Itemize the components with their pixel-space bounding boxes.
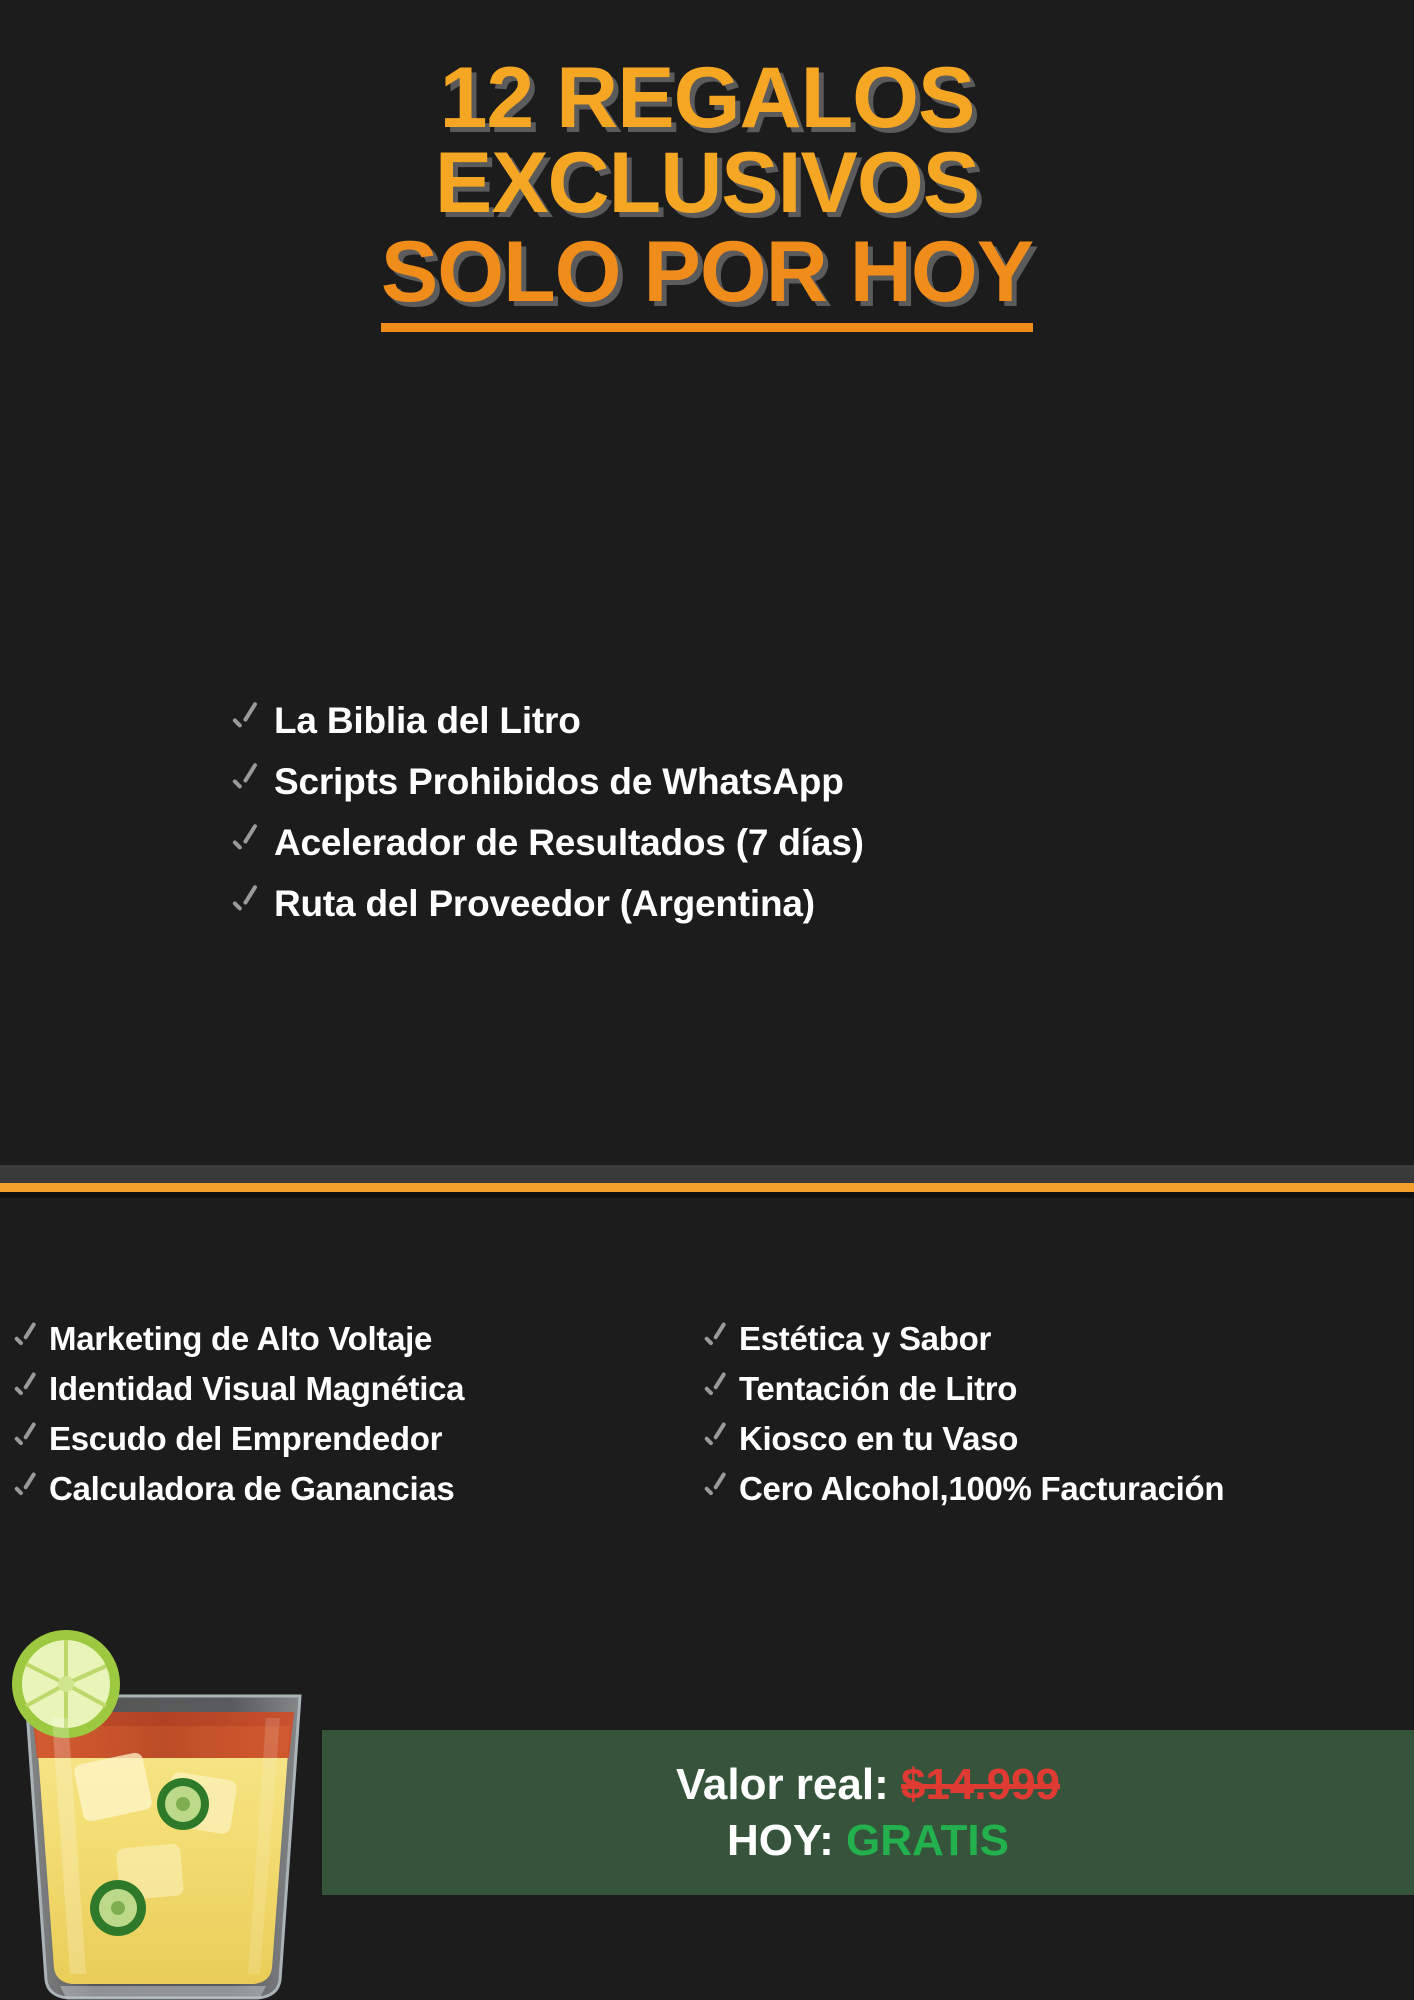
divider-orange: [0, 1183, 1414, 1192]
check-icon: [10, 1374, 40, 1404]
bonus-column-right: [700, 1320, 1390, 1520]
headline-block: [0, 50, 1414, 332]
check-icon: [10, 1474, 40, 1504]
top-bonus-label: Acelerador de Resultados (7 días): [274, 822, 864, 863]
list-item: [700, 1370, 1390, 1408]
check-icon: [228, 826, 262, 860]
bonus-columns: [10, 1320, 1414, 1520]
top-bonus-label: Ruta del Proveedor (Argentina): [274, 883, 815, 924]
real-value-row: [676, 1760, 1060, 1810]
divider-grey: [0, 1165, 1414, 1183]
headline-line-1: 12 REGALOS: [439, 50, 975, 146]
today-value: GRATIS: [846, 1815, 1009, 1865]
bonus-column-left: [10, 1320, 700, 1520]
check-icon: [700, 1374, 730, 1404]
today-value-row: [727, 1816, 1009, 1866]
bonus-label: Marketing de Alto Voltaje: [49, 1320, 433, 1357]
list-item: [10, 1320, 700, 1358]
check-icon: [700, 1424, 730, 1454]
bonus-label: Tentación de Litro: [739, 1370, 1018, 1407]
today-label: HOY:: [727, 1815, 834, 1865]
list-item: [228, 761, 1228, 803]
list-item: [228, 700, 1228, 742]
bonus-label: Kiosco en tu Vaso: [739, 1420, 1019, 1457]
bonus-label: Cero Alcohol,100% Facturación: [739, 1470, 1225, 1507]
list-item: [228, 822, 1228, 864]
check-icon: [10, 1424, 40, 1454]
list-item: [10, 1370, 700, 1408]
list-item: [10, 1470, 700, 1508]
bonus-label: Estética y Sabor: [739, 1320, 991, 1357]
divider-shadow: [0, 1192, 1414, 1198]
bonus-label: Calculadora de Ganancias: [49, 1470, 455, 1507]
check-icon: [228, 704, 262, 738]
check-icon: [228, 765, 262, 799]
real-value-amount: $14.999: [900, 1759, 1061, 1809]
headline-line-2: EXCLUSIVOS: [434, 135, 980, 232]
price-banner: [322, 1730, 1414, 1895]
list-item: [700, 1420, 1390, 1458]
bonus-label: Escudo del Emprendedor: [49, 1420, 443, 1457]
check-icon: [228, 887, 262, 921]
list-item: [228, 883, 1228, 925]
cocktail-glass-image: [8, 1608, 318, 2000]
list-item: [700, 1470, 1390, 1508]
check-icon: [700, 1324, 730, 1354]
top-bonus-list: [228, 700, 1228, 944]
headline-line-3: SOLO POR HOY: [381, 230, 1033, 332]
check-icon: [700, 1474, 730, 1504]
top-bonus-label: La Biblia del Litro: [274, 700, 581, 741]
check-icon: [10, 1324, 40, 1354]
real-value-label: Valor real:: [675, 1759, 889, 1809]
bonus-label: Identidad Visual Magnética: [49, 1370, 465, 1407]
top-bonus-label: Scripts Prohibidos de WhatsApp: [274, 761, 844, 802]
list-item: [10, 1420, 700, 1458]
list-item: [700, 1320, 1390, 1358]
